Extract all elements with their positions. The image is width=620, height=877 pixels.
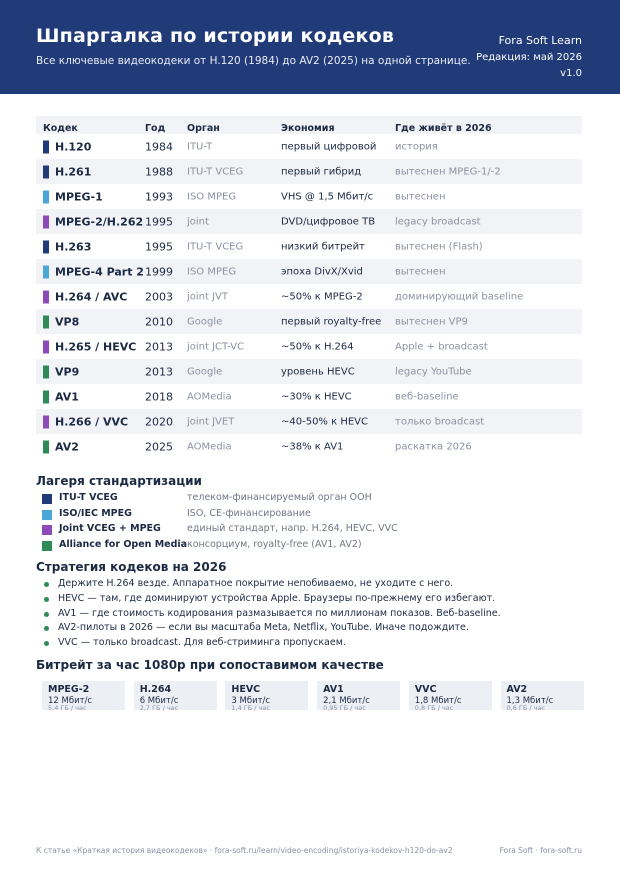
bullet-dot: [44, 582, 49, 587]
codec-name: H.263: [55, 240, 92, 253]
camp-color-bar: [43, 390, 49, 403]
codec-name: H.264 / AVC: [55, 290, 128, 303]
codec-status: раскатка 2026: [395, 441, 472, 452]
codec-status: история: [395, 141, 438, 152]
codec-status: вытеснен: [395, 266, 446, 277]
bullet-dot: [44, 626, 49, 631]
codec-economy: первый royalty-free: [281, 316, 382, 327]
codec-year: 1995: [145, 240, 173, 253]
camp-name: Alliance for Open Media: [59, 538, 188, 550]
camp-color-swatch: [42, 525, 52, 535]
bitrate-rate: 3 Мбит/с: [231, 696, 271, 706]
camp-color-bar: [43, 215, 49, 228]
camp-color-bar: [43, 290, 49, 303]
codec-economy: эпоха DivX/Xvid: [281, 266, 363, 277]
strategy-text: VVC — только broadcast. Для веб-стриминга пропускаем.: [58, 637, 346, 649]
table-row: [36, 309, 582, 334]
codec-body: Google: [187, 316, 223, 327]
camp-item: [42, 492, 582, 507]
bitrate-rate: 1,8 Мбит/с: [414, 696, 462, 706]
codec-economy: ~50% к H.264: [281, 341, 354, 352]
bitrate-size: 0,8 ГБ / час: [414, 704, 454, 712]
codec-economy: первый цифровой: [281, 141, 377, 152]
codec-economy: первый гибрид: [281, 166, 362, 177]
header-body: Орган: [187, 123, 220, 134]
table-body: [36, 134, 582, 459]
camps-title: Лагеря стандартизации: [36, 474, 202, 488]
table-row: [36, 384, 582, 409]
bullet-dot: [44, 641, 49, 646]
codec-body: joint JCT-VC: [187, 341, 245, 352]
bitrate-codec-name: VVC: [414, 684, 437, 695]
camp-color-bar: [43, 440, 49, 453]
camp-description: телеком-финансируемый орган ООН: [187, 492, 372, 503]
bitrate-codec-name: HEVC: [231, 684, 261, 695]
codec-body: AOMedia: [187, 391, 232, 402]
codec-body: AOMedia: [187, 441, 232, 452]
camp-color-swatch: [42, 541, 52, 551]
bullet-dot: [44, 597, 49, 602]
camp-description: ISO, CE-финансирование: [187, 507, 311, 519]
page-subtitle: Все ключевые видеокодеки от H.120 (1984) до AV2 (2025) на одной странице.: [36, 55, 471, 67]
camp-color-bar: [43, 315, 49, 328]
codec-year: 1984: [145, 140, 173, 153]
camp-name: ISO/IEC MPEG: [59, 507, 132, 519]
codec-body: ISO MPEG: [187, 266, 237, 277]
camp-item: [42, 508, 582, 523]
camp-color-swatch: [42, 510, 52, 520]
strategy-text: AV1 — где стоимость кодирования размазывается по миллионам показов. Веб-baseline.: [58, 607, 501, 619]
strategy-text: Держите H.264 везде. Аппаратное покрытие непобиваемо, не уходите с него.: [58, 578, 454, 589]
bitrate-size: 2,7 ГБ / час: [139, 704, 179, 712]
camp-color-swatch: [42, 494, 52, 504]
codec-name: MPEG-1: [55, 190, 103, 203]
bitrate-rate: 6 Мбит/с: [139, 696, 179, 706]
bitrate-card: [317, 681, 400, 710]
table-row: [36, 409, 582, 434]
codec-status: только broadcast: [395, 416, 485, 427]
codec-status: вытеснен MPEG-1/-2: [395, 166, 501, 177]
bitrate-rate: 2,1 Мбит/с: [323, 696, 370, 706]
page-header: [0, 0, 620, 94]
codec-body: Google: [187, 366, 223, 377]
codec-year: 1999: [145, 265, 173, 278]
bitrate-card: [409, 681, 492, 710]
bitrate-card: [501, 681, 584, 710]
camp-color-bar: [43, 165, 49, 178]
bitrate-card: [134, 681, 217, 710]
codec-year: 1988: [145, 165, 173, 178]
strategy-title: Стратегия кодеков на 2026: [36, 560, 227, 574]
camp-color-bar: [43, 415, 49, 428]
codec-year: 2010: [145, 315, 173, 328]
camp-color-bar: [43, 340, 49, 353]
bitrate-title: Битрейт за час 1080p при сопоставимом качестве: [36, 658, 384, 672]
footer-source: К статье «Краткая история видеокодеков» · fora-soft.ru/learn/video-encoding/istoriya-kodekov-h120-do-av2: [36, 846, 453, 855]
codec-year: 2003: [145, 290, 173, 303]
table-row: [36, 134, 582, 159]
camp-description: консорциум, royalty-free (AV1, AV2): [187, 538, 362, 550]
codec-year: 2013: [145, 340, 173, 353]
version-label: v1.0: [560, 68, 582, 79]
codec-status: вытеснен: [395, 191, 446, 202]
bitrate-codec-name: AV2: [506, 684, 528, 695]
codec-name: H.261: [55, 165, 92, 178]
header-status: Где живёт в 2026: [395, 123, 492, 134]
bitrate-size: 1,4 ГБ / час: [231, 704, 270, 712]
codec-name: H.265 / HEVC: [55, 340, 137, 353]
codec-economy: ~50% к MPEG-2: [281, 291, 363, 302]
codec-name: MPEG-2/H.262: [55, 215, 144, 228]
camp-color-bar: [43, 140, 49, 153]
codec-economy: ~38% к AV1: [281, 441, 344, 452]
table-row: [36, 259, 582, 284]
camp-item: [42, 539, 582, 554]
codec-body: ISO MPEG: [187, 191, 237, 202]
codec-name: H.266 / VVC: [55, 415, 129, 428]
codec-status: Apple + broadcast: [395, 341, 488, 352]
camp-color-bar: [43, 365, 49, 378]
codec-economy: низкий битрейт: [281, 241, 365, 252]
bitrate-card: [225, 681, 308, 710]
bitrate-card: [42, 681, 125, 710]
bitrate-rate: 12 Мбит/с: [48, 696, 93, 706]
camp-color-bar: [43, 190, 49, 203]
codec-body: ITU-T: [187, 141, 213, 152]
edition-label: Редакция: май 2026: [476, 52, 582, 63]
codec-name: VP9: [55, 365, 80, 378]
codec-year: 1995: [145, 215, 173, 228]
table-row: [36, 434, 582, 459]
codec-status: legacy broadcast: [395, 216, 481, 227]
header-codec: Кодек: [43, 123, 78, 134]
codec-name: MPEG-4 Part 2: [55, 265, 144, 278]
codec-status: legacy YouTube: [395, 366, 472, 377]
codec-economy: VHS @ 1,5 Мбит/с: [281, 191, 374, 202]
camp-name: ITU-T VCEG: [59, 492, 118, 503]
bitrate-size: 5,4 ГБ / час: [48, 704, 87, 712]
footer-brand: Fora Soft · fora-soft.ru: [499, 846, 582, 855]
codec-economy: ~40-50% к HEVC: [281, 416, 368, 427]
codec-body: joint JVET: [187, 416, 235, 427]
codec-year: 1993: [145, 190, 173, 203]
codec-year: 2018: [145, 390, 173, 403]
codec-status: вытеснен VP9: [395, 316, 468, 327]
bitrate-rate: 1,3 Мбит/с: [506, 696, 554, 706]
codec-name: AV2: [55, 440, 79, 453]
codec-name: VP8: [55, 315, 80, 328]
bitrate-codec-name: MPEG-2: [48, 684, 90, 695]
codec-table: [36, 116, 582, 459]
camp-color-bar: [43, 240, 49, 253]
codec-status: вытеснен (Flash): [395, 241, 483, 252]
bitrate-size: 0,95 ГБ / час: [323, 704, 366, 712]
bullet-dot: [44, 612, 49, 617]
header-economy: Экономия: [281, 123, 335, 134]
table-row: [36, 334, 582, 359]
codec-body: ITU-T VCEG: [187, 166, 244, 177]
codec-year: 2020: [145, 415, 173, 428]
bitrate-size: 0,6 ГБ / час: [506, 704, 546, 712]
camp-color-bar: [43, 265, 49, 278]
table-row: [36, 359, 582, 384]
codec-status: веб-baseline: [395, 391, 459, 402]
codec-name: AV1: [55, 390, 79, 403]
codec-year: 2013: [145, 365, 173, 378]
codec-economy: DVD/цифровое ТВ: [281, 216, 376, 227]
bitrate-codec-name: AV1: [323, 684, 344, 695]
codec-year: 2025: [145, 440, 173, 453]
header-year: Год: [145, 123, 166, 134]
camp-item: [42, 523, 582, 538]
brand-label: Fora Soft Learn: [498, 34, 582, 47]
page-title: Шпаргалка по истории кодеков: [36, 25, 395, 47]
camp-name: Joint VCEG + MPEG: [59, 523, 161, 534]
table-row: [36, 234, 582, 259]
codec-economy: ~30% к HEVC: [281, 391, 352, 402]
codec-status: доминирующий baseline: [395, 291, 524, 302]
strategy-text: HEVC — там, где доминируют устройства Apple. Браузеры по-прежнему его избегают.: [58, 592, 496, 604]
codec-body: joint: [187, 216, 209, 227]
codec-body: joint JVT: [187, 291, 229, 302]
codec-body: ITU-T VCEG: [187, 241, 244, 252]
table-row: [36, 184, 582, 209]
codec-name: H.120: [55, 140, 92, 153]
table-row: [36, 209, 582, 234]
strategy-text: AV2-пилоты в 2026 — если вы масштаба Meta, Netflix, YouTube. Иначе подождите.: [58, 622, 469, 634]
table-header-row: [36, 116, 582, 134]
bitrate-codec-name: H.264: [139, 684, 172, 695]
camp-description: единый стандарт, напр. H.264, HEVC, VVC: [187, 523, 398, 534]
table-row: [36, 284, 582, 309]
table-row: [36, 159, 582, 184]
codec-economy: уровень HEVC: [281, 366, 355, 377]
